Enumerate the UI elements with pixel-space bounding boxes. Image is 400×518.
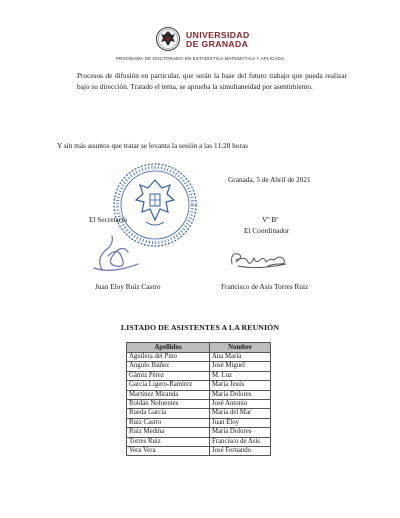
surname-cell: Ruiz Castro: [127, 418, 210, 427]
program-title: PROGRAMA DE DOCTORADO EN ESTADÍSTICA MATEMÁTICA Y APLICADA: [115, 56, 285, 61]
table-row: [127, 400, 271, 409]
secretary-role: El Secretario: [89, 215, 127, 224]
surname-cell: Martínez Miranda: [127, 390, 210, 399]
surname-cell: García Ligero-Ramírez: [127, 381, 210, 390]
university-name-line1: UNIVERSIDAD: [186, 30, 250, 40]
first-name-cell: María Dolores: [210, 390, 271, 399]
first-name-cell: María Dolores: [210, 428, 271, 437]
first-name-cell: Juan Eloy: [210, 418, 271, 427]
surname-cell: Torres Ruiz: [127, 437, 210, 446]
table-row: [127, 409, 271, 418]
first-name-cell: María Jesús: [210, 381, 271, 390]
surname-cell: Roldán Nofuentes: [127, 400, 210, 409]
surname-cell: Vera Vera: [127, 447, 210, 456]
table-header-row: [127, 343, 271, 353]
coordinator-role: El Coordinador: [244, 226, 290, 235]
table-row: [127, 362, 271, 371]
approval-mark: Vº Bº: [262, 215, 279, 224]
surname-cell: Angulo Ibáñez: [127, 362, 210, 371]
first-name-cell: José Antonio: [210, 400, 271, 409]
secretary-name: Juan Eloy Ruiz Castro: [95, 282, 161, 291]
first-name-cell: José Fernando: [210, 447, 271, 456]
coordinator-signature-icon: [228, 246, 290, 272]
first-name-cell: Francisco de Asís: [210, 437, 271, 446]
signing-date: Granada, 5 de Abril de 2021: [228, 175, 311, 184]
body-paragraph: Procesos de difusión en particular, que serán la base del futuro trabajo que pueda realizar bajo su dirección. Tratado el tema, se aprueba la simultaneidad por asentimiento.: [77, 71, 347, 91]
attendees-table: [126, 342, 271, 456]
column-header-name: Nombre: [210, 343, 271, 353]
surname-cell: Aguilera del Pino: [127, 353, 210, 362]
secretary-signature-icon: [92, 228, 142, 276]
attendees-title: LISTADO DE ASISTENTES A LA REUNIÓN: [120, 323, 280, 332]
column-header-surnames: Apellidos: [127, 343, 210, 353]
table-row: [127, 381, 271, 390]
table-row: [127, 353, 271, 362]
table-row: [127, 428, 271, 437]
surname-cell: Ruiz Medina: [127, 428, 210, 437]
surname-cell: Rueda García: [127, 409, 210, 418]
university-name-line2: DE GRANADA: [186, 39, 249, 49]
surname-cell: Gámiz Pérez: [127, 371, 210, 380]
first-name-cell: José Miguel: [210, 362, 271, 371]
table-row: [127, 437, 271, 446]
table-row: [127, 371, 271, 380]
table-row: [127, 390, 271, 399]
table-row: [127, 418, 271, 427]
first-name-cell: M. Luz: [210, 371, 271, 380]
first-name-cell: María del Mar: [210, 409, 271, 418]
table-row: [127, 447, 271, 456]
coordinator-name: Francisco de Asís Torres Ruiz: [221, 282, 309, 291]
first-name-cell: Ana María: [210, 353, 271, 362]
university-crest-icon: [155, 26, 181, 52]
closing-sentence: Y sin más asuntos que tratar se levanta la sesión a las 11:28 horas: [57, 141, 248, 150]
